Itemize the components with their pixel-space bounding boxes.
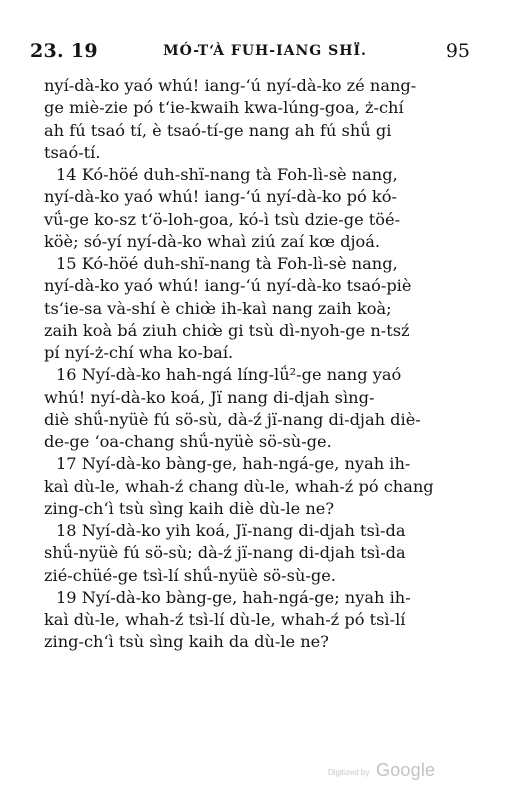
text-line: zing-ch‘ì tsù sìng kaih diè dù-le ne? — [44, 498, 335, 518]
watermark-logo-text: Google — [376, 760, 436, 780]
running-title: MÓ-T‘À FUH-IANG SHÏ. — [163, 43, 367, 59]
text-line: ts‘ie-sa và-shí è chiœ̀ ih-kaì nang zaih koà; — [44, 298, 392, 318]
page-header — [30, 40, 470, 66]
text-line: nyí-dà-ko yaó whú! iang-‘ú nyí-dà-ko pó kó- — [44, 187, 397, 207]
text-line: nyí-dà-ko yaó whú! iang-‘ú nyí-dà-ko zé nang- — [44, 76, 417, 95]
text-line: de-ge ‘oa-chang shǘ-nyüè sö-sù-ge. — [44, 432, 332, 451]
text-line: 18 Nyí-dà-ko yih koá, Jï-nang di-djah tsì-da — [56, 521, 406, 540]
text-line: zaih koà bá ziuh chiœ̀ gi tsù dì-nyoh-ge n-tsź — [44, 320, 410, 340]
text-line: kaì dù-le, whah-ź chang dù-le, whah-ź pó chang — [44, 476, 434, 496]
chapter-verse: 23. 19 — [30, 40, 98, 62]
text-line: zié-chüé-ge tsì-lí shǘ-nyüè sö-sù-ge. — [44, 565, 336, 585]
text-line: nyí-dà-ko yaó whú! iang-‘ú nyí-dà-ko tsaó-piè — [44, 276, 412, 296]
text-line: zing-ch‘ì tsù sìng kaih da dù-le ne? — [44, 632, 329, 652]
text-line: tsaó-tí. — [44, 142, 101, 162]
text-line: 15 Kó-höé duh-shï-nang tà Foh-lì-sè nang, — [56, 254, 398, 273]
text-line: vǘ-ge ko-sz t‘ö-loh-goa, kó-ì tsù dzie-ge töé- — [44, 209, 401, 229]
text-line: whú! nyí-dà-ko koá, Jï nang di-djah sìng- — [44, 387, 375, 407]
text-line: köè; só-yí nyí-dà-ko whaì ziú zaí kœ djoá. — [44, 231, 381, 251]
watermark-small-text: Digitized by — [328, 768, 370, 777]
text-line: pí nyí-ż-chí wha ko-baí. — [44, 343, 234, 362]
text-line: 19 Nyí-dà-ko bàng-ge, hah-ngá-ge; nyah ih- — [56, 587, 411, 607]
text-line: 16 Nyí-dà-ko hah-ngá líng-lǘ²-ge nang yaó — [56, 365, 402, 385]
text-line: 14 Kó-höé duh-shï-nang tà Foh-lì-sè nang, — [56, 165, 398, 184]
text-line: kaì dù-le, whah-ź tsì-lí dù-le, whah-ź pó tsì-lí — [44, 610, 406, 629]
text-line: ah fú tsaó tí, è tsaó-tí-ge nang ah fú shǘ gi — [44, 120, 392, 140]
text-line: ge miè-zie pó t‘ie-kwaih kwa-lúng-goa, ż-chí — [44, 98, 404, 118]
text-line: shǘ-nyüè fú sö-sù; dà-ź jï-nang di-djah tsì-da — [44, 543, 406, 563]
page-number: 95 — [445, 40, 470, 62]
digitized-watermark — [328, 760, 438, 782]
text-line: 17 Nyí-dà-ko bàng-ge, hah-ngá-ge, nyah ih- — [56, 454, 411, 474]
page-body — [44, 75, 474, 654]
text-line: diè shǘ-nyüè fú sö-sù, dà-ź jï-nang di-djah diè- — [44, 409, 421, 429]
